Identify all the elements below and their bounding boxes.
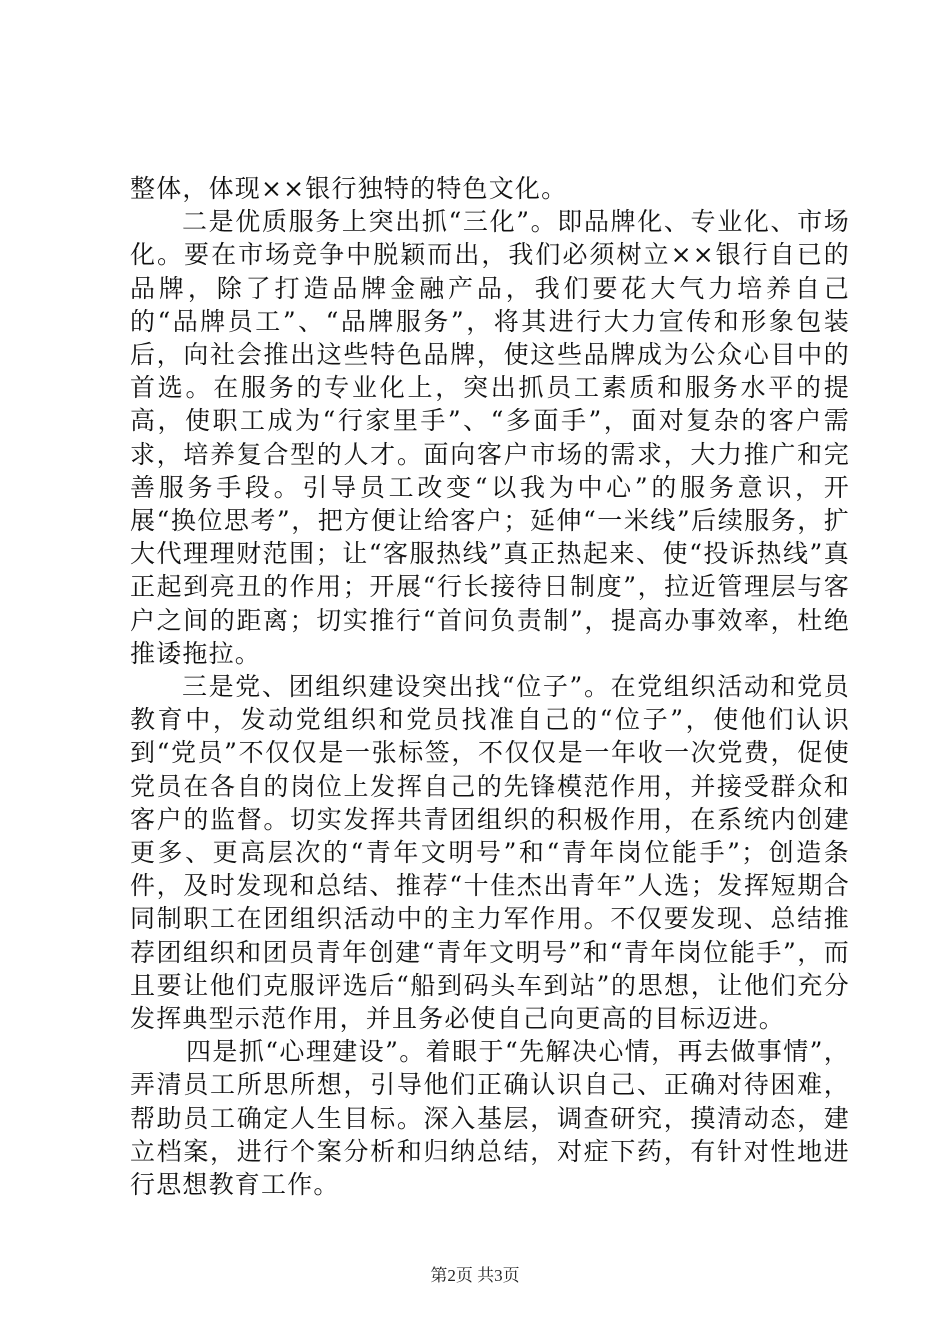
page-number-footer: 第2页 共3页: [430, 1266, 520, 1285]
paragraph-service: 二是优质服务上突出抓“三化”。即品牌化、专业化、市场化。要在市场竞争中脱颖而出，我们必须树立××银行自已的品牌，除了打造品牌金融产品，我们要花大气力培养自己的“品牌员工”、“品牌服务”，将其进行大力宣传和形象包装后，向社会推出这些特色品牌，使这些品牌成为公众心目中的首选。在服务的专业化上，突出抓员工素质和服务水平的提高，使职工成为“行家里手”、“多面手”，面对复杂的客户需求，培养复合型的人才。面向客户市场的需求，大力推广和完善服务手段。引导员工改变“以我为中心”的服务意识，开展“换位思考”，把方便让给客户；延伸“一米线”后续服务，扩大代理理财范围；让“客服热线”真正热起来、使“投诉热线”真正起到亮丑的作用；开展“行长接待日制度”，拉近管理层与客户之间的距离；切实推行“首问负责制”，提高办事效率，杜绝推诿拖拉。: [130, 207, 850, 668]
paragraph-party-organization: 三是党、团组织建设突出找“位子”。在党组织活动和党员教育中，发动党组织和党员找准自己的“位子”，使他们认识到“党员”不仅仅是一张标签，不仅仅是一年收一次党费，促使党员在各自的岗位上发挥自己的先锋模范作用，并接受群众和客户的监督。切实发挥共青团组织的积极作用，在系统内创建更多、更高层次的“青年文明号”和“青年岗位能手”；创造条件，及时发现和总结、推荐“十佳杰出青年”人选；发挥短期合同制职工在团组织活动中的主力军作用。不仅要发现、总结推荐团组织和团员青年创建“青年文明号”和“青年岗位能手”，而且要让他们克服评选后“船到码头车到站”的思想，让他们充分发挥典型示范作用，并且务必使自己向更高的目标迈进。: [130, 672, 850, 1034]
paragraph-continuation: 整体，体现××银行独特的特色文化。: [130, 174, 568, 203]
document-body: [130, 172, 850, 1201]
paragraph-psychology: 四是抓“心理建设”。着眼于“先解决心情，再去做事情”，弄清员工所思所想，引导他们正确认识自己、正确对待困难，帮助员工确定人生目标。深入基层，调查研究，摸清动态，建立档案，进行个案分析和归纳总结，对症下药，有针对性地进行思想教育工作。: [130, 1037, 850, 1200]
